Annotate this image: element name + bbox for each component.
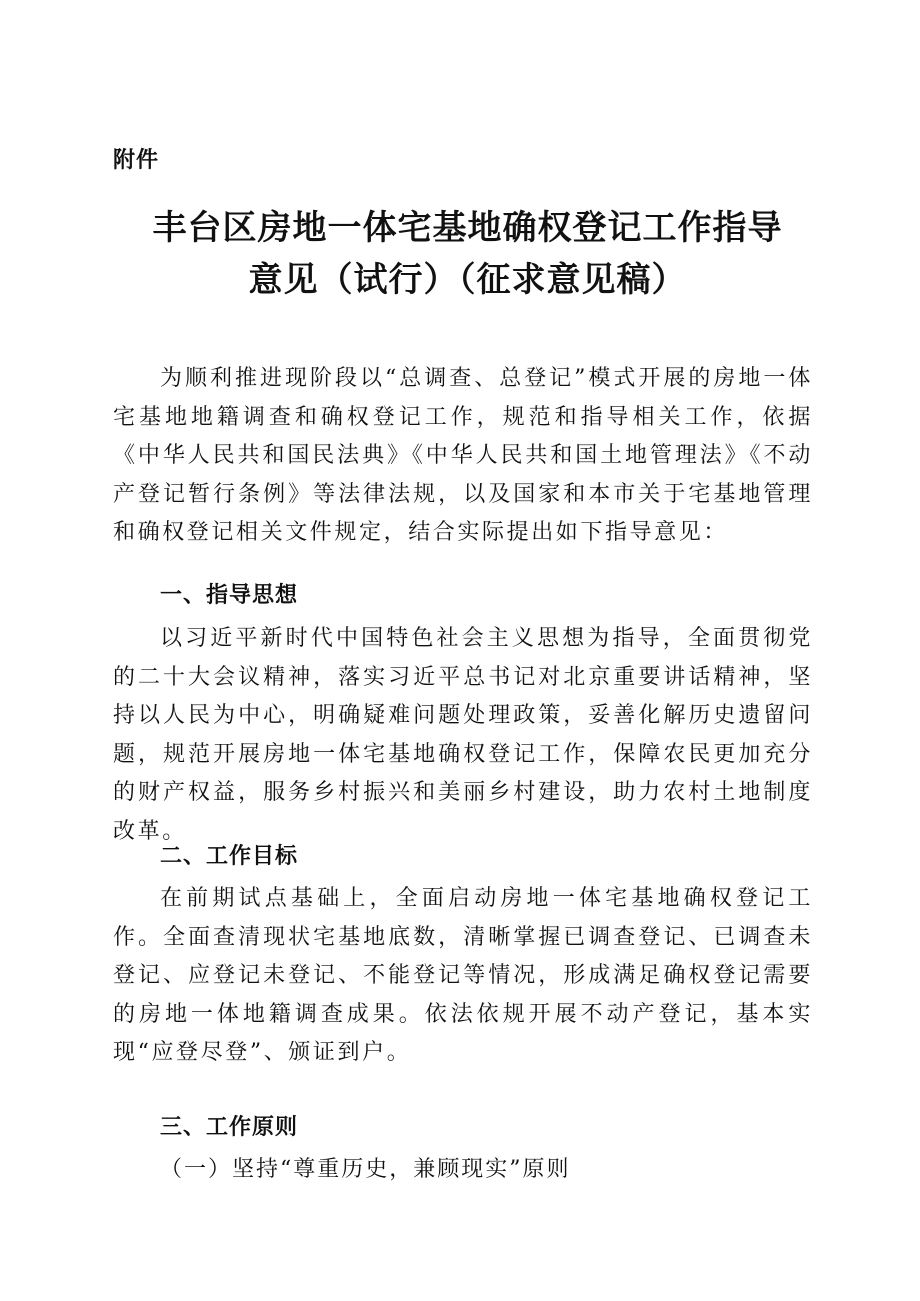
section-heading-work-principles: 三、工作原则 xyxy=(160,1115,299,1140)
document-title-line-2: 意见（试行）（征求意见稿） xyxy=(248,260,687,300)
section-paragraph-guiding-ideology: 以习近平新时代中国特色社会主义思想为指导，全面贯彻党的二十大会议精神，落实习近平总书记对北京重要讲话精神，坚持以人民为中心，明确疑难问题处理政策，妥善化解历史遗留问题，规范开展房地一体宅基地确权登记工作，保障农民更加充分的财产权益，服务乡村振兴和美丽乡村建设，助力农村土地制度改革。 xyxy=(113,626,813,844)
subsection-heading-principle-1: （一）坚持“尊重历史，兼顾现实”原则 xyxy=(160,1157,571,1182)
intro-paragraph: 为顺利推进现阶段以“总调查、总登记”模式开展的房地一体宅基地地籍调查和确权登记工作，规范和指导相关工作，依据《中华人民共和国民法典》《中华人民共和国土地管理法》《不动产登记暂行条例》等法律法规，以及国家和本市关于宅基地管理和确权登记相关文件规定，结合实际提出如下指导意见： xyxy=(113,366,813,545)
document-title-line-1: 丰台区房地一体宅基地确权登记工作指导 xyxy=(152,208,783,248)
section-paragraph-work-goals: 在前期试点基础上，全面启动房地一体宅基地确权登记工作。全面查清现状宅基地底数，清晰掌握已调查登记、已调查未登记、应登记未登记、不能登记等情况，形成满足确权登记需要的房地一体地籍调查成果。依法依规开展不动产登记，基本实现“应登尽登”、颁证到户。 xyxy=(113,886,813,1065)
attachment-label: 附件 xyxy=(113,148,160,173)
section-heading-work-goals: 二、工作目标 xyxy=(160,844,299,869)
section-heading-guiding-ideology: 一、指导思想 xyxy=(160,583,299,608)
